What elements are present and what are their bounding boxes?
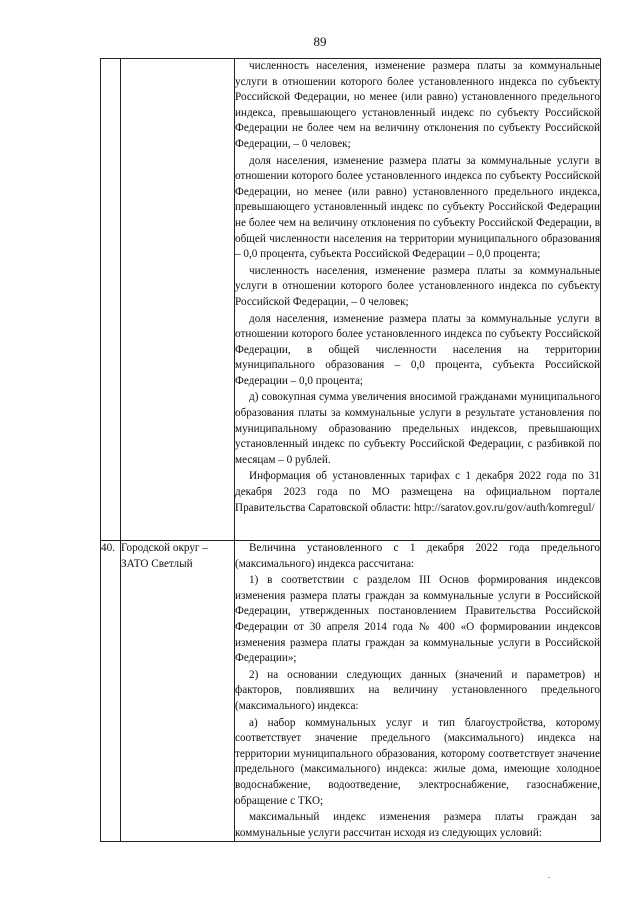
paragraph: доля населения, изменение размера платы за коммунальные услуги в отношении которого более установленного индекса по субъекту Российской Федерации, но менее (или равно) установленного предельного индекса, превышающего установленный индекс по субъекту Российской Федерации не более чем на величину отклонения по субъекту Российской Федерации, в общей численности населения на территории муниципального образования – 0,0 процента, субъекта Российской Федерации – 0,0 процента; [235,154,600,261]
row-content [235,59,601,541]
paragraph: д) совокупная сумма увеличения вносимой гражданами муниципального образования платы за коммунальные услуги в результате установления по муниципальному образованию предельных индексов, превышающих установленный индекс по субъекту Российской Федерации, с разбивкой по месяцам – 0 рублей. [235,391,600,466]
paragraph: 1) в соответствии с разделом III Основ формирования индексов изменения размера платы граждан за коммунальные услуги в Российской Федерации, утвержденных постановлением Правительства Российской Федерации от 30 апреля 2014 года № 400 «О формировании индексов изменения размера платы граждан за коммунальные услуги в Российской Федерации»; [235,574,600,665]
paragraph: Величина установленного с 1 декабря 2022 года предельного (максимального) индекса рассчитана: [235,542,600,570]
paragraph: численность населения, изменение размера платы за коммунальные услуги в отношении которого более установленного индекса по субъекту Российской Федерации, но менее (или равно) установленного предельного индекса, превышающего установленный индекс по субъекту Российской Федерации не более чем на величину отклонения по субъекту Российской Федерации, – 0 человек; [235,60,600,150]
table-row [101,541,601,842]
footer-mark: . [548,871,550,880]
municipality-name [121,59,235,541]
paragraph: максимальный индекс изменения размера платы граждан за коммунальные услуги рассчитан исходя из следующих условий: [235,811,600,839]
row-number [101,59,121,541]
paragraph: доля населения, изменение размера платы за коммунальные услуги в отношении которого более установленного индекса по субъекту Российской Федерации, в общей численности населения на территории муниципального образования – 0,0 процента, субъекта Российской Федерации – 0,0 процента; [235,312,600,387]
document-table [100,58,601,842]
paragraph: численность населения, изменение размера платы за коммунальные услуги в отношении которого более установленного индекса по субъекту Российской Федерации, – 0 человек; [235,264,600,308]
row-content [235,541,601,842]
table-row [101,59,601,541]
paragraph: 2) на основании следующих данных (значений и параметров) и факторов, повлиявших на величину установленного предельного (максимального) индекса: [235,668,600,712]
paragraph: а) набор коммунальных услуг и тип благоустройства, которому соответствует значение предельного (максимального) индекса на территории муниципального образования, которому соответствует значение предельного (максимального) индекса: жилые дома, имеющие холодное водоснабжение, водоотведение, электроснабжение, газоснабжение, обращение с ТКО; [235,716,600,807]
page-number: 89 [313,34,327,49]
municipality-name: Городской округ – ЗАТО Светлый [121,541,235,842]
row-number: 40. [101,541,121,842]
paragraph: Информация об установленных тарифах с 1 декабря 2022 года по 31 декабря 2023 года по МО размещена на официальном портале Правительства Саратовской области: http://saratov.gov.ru/gov/auth/komregul/ [235,470,600,514]
